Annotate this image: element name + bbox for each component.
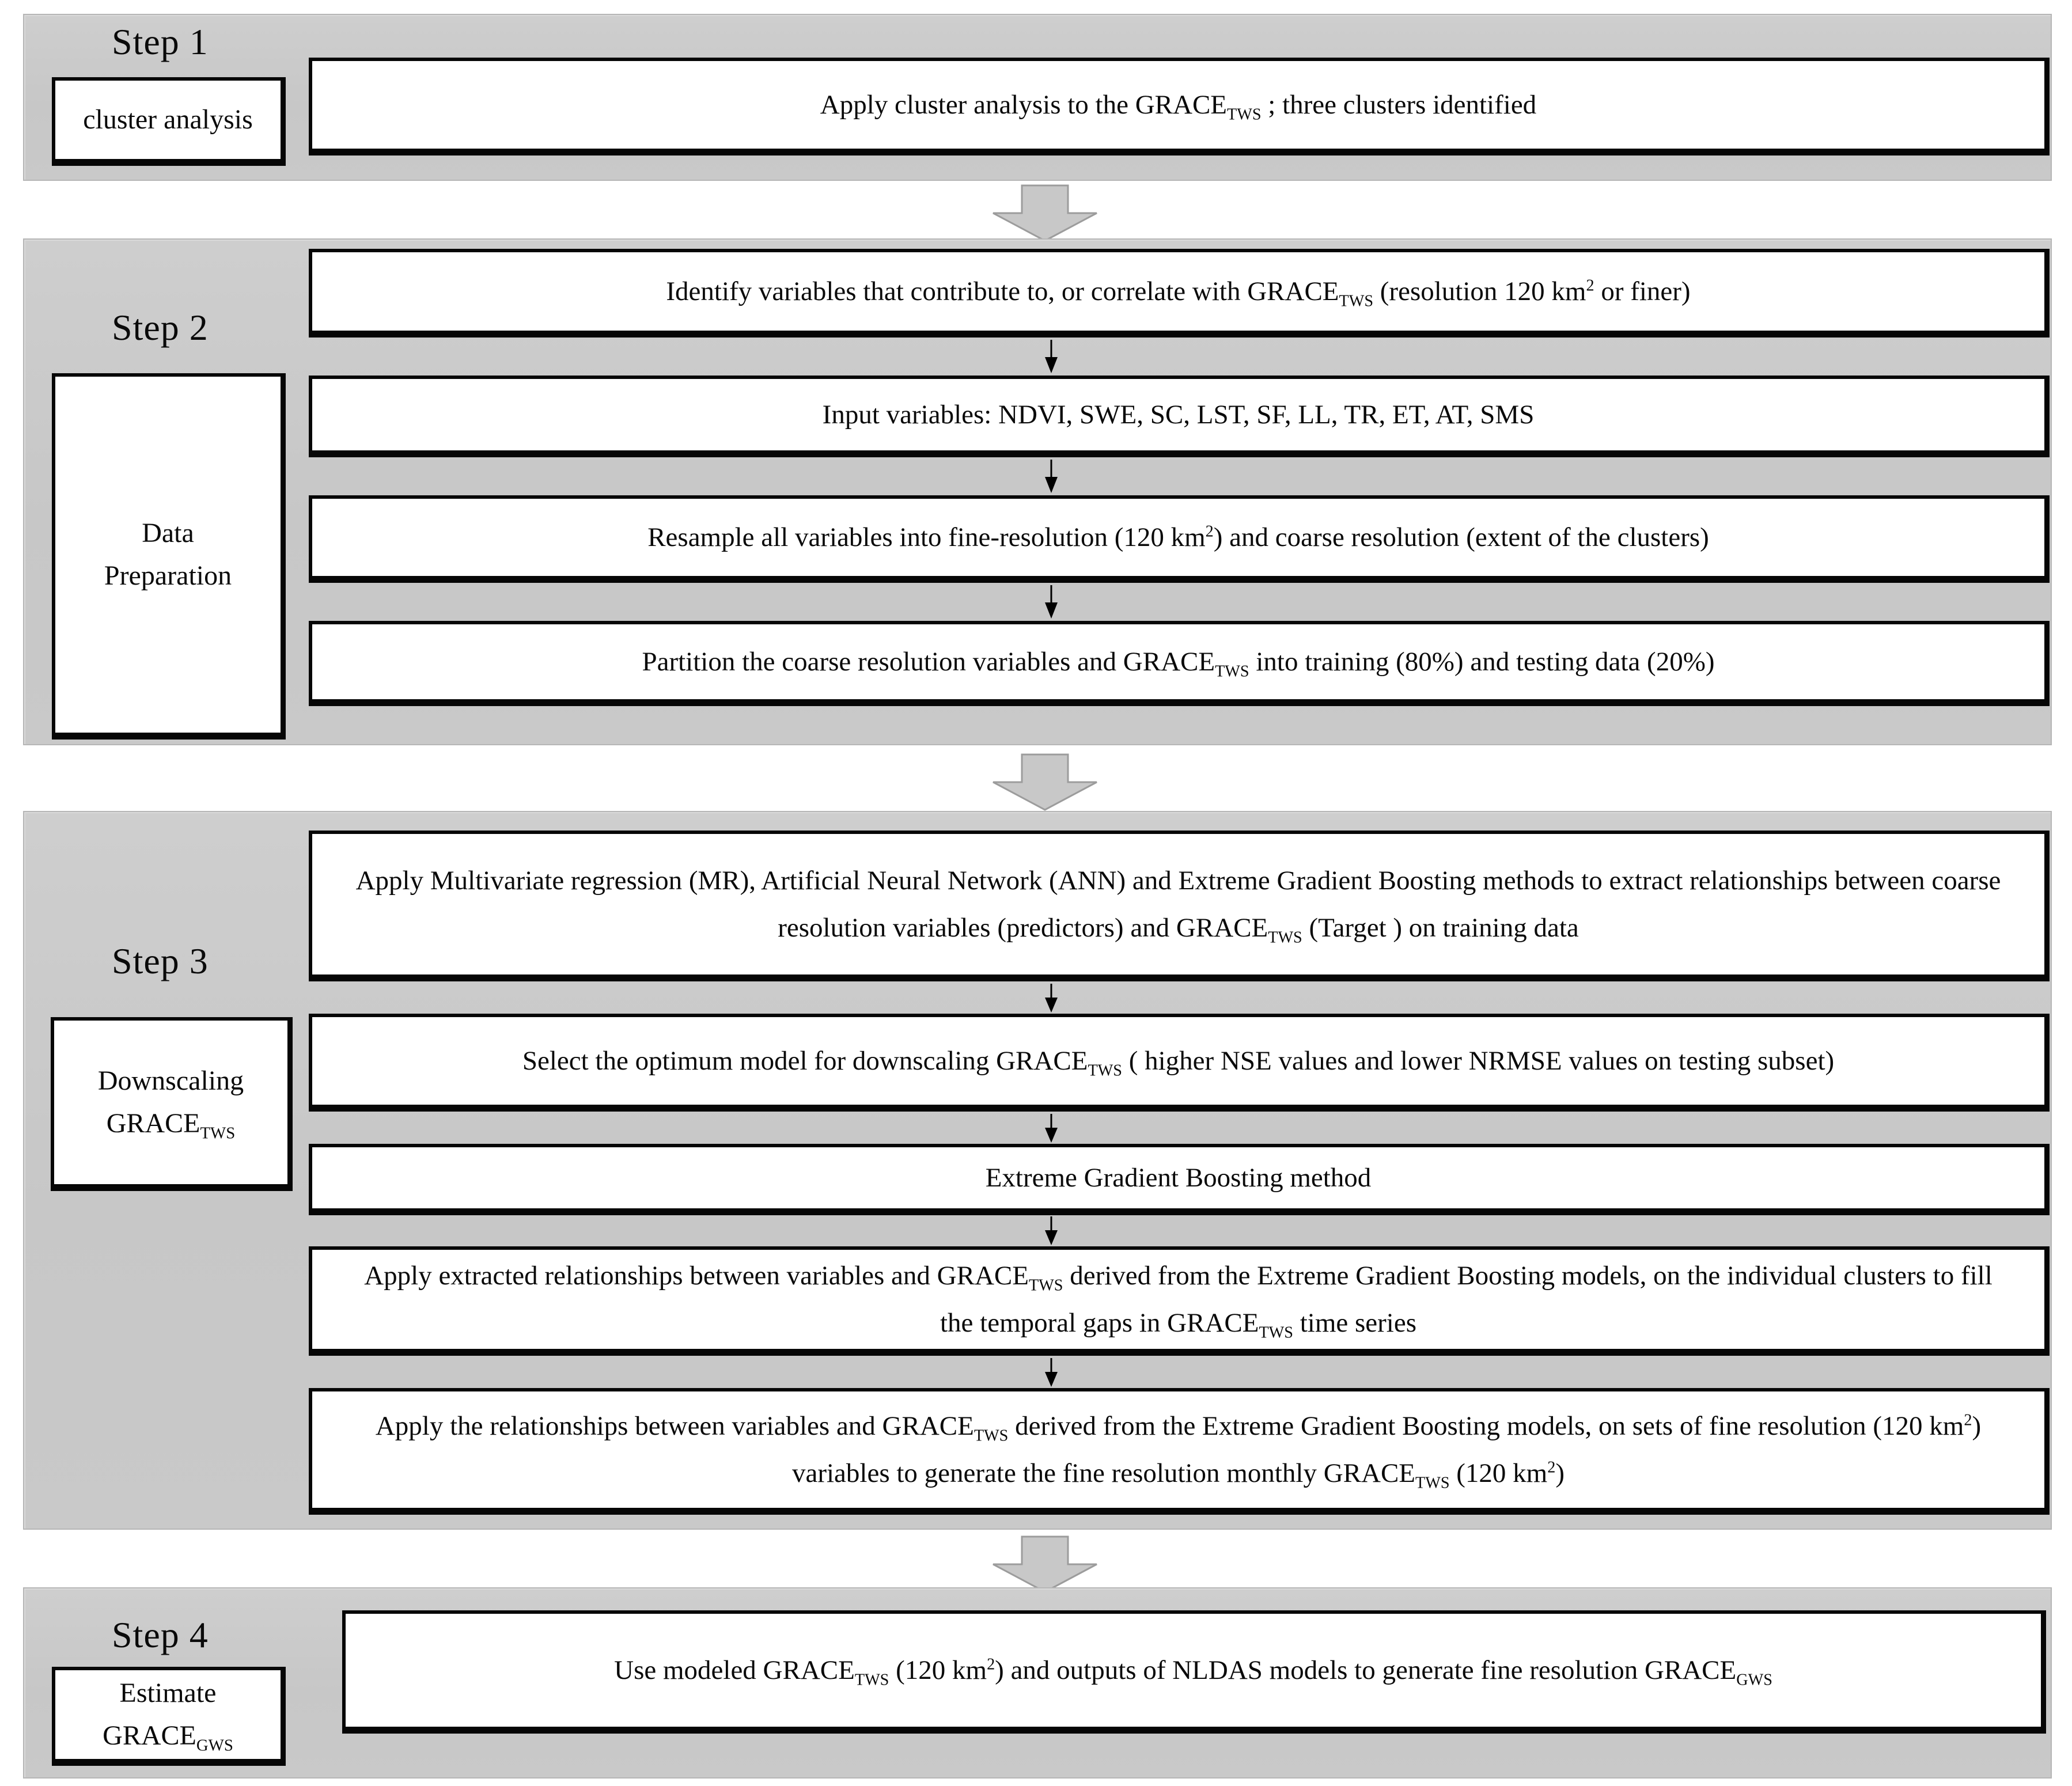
down-arrow-icon: [1043, 1358, 1060, 1387]
step-2-content-box-1: [309, 249, 2050, 338]
step-1-side-label: cluster analysis: [83, 104, 253, 135]
step-3-content-box-2: [309, 1014, 2050, 1112]
down-arrow-icon: [1043, 1216, 1060, 1245]
step-2-content-box-4: [309, 621, 2050, 706]
step-1-box-1-text: Apply cluster analysis to the $GRACE_{TWS}$ ; three clusters identified: [820, 89, 1537, 124]
section-connector-arrow-icon: [992, 753, 1098, 811]
step-2-content-box-2: [309, 376, 2050, 457]
step-3-title: Step 3: [112, 941, 209, 981]
step-3-box-2-text: Select the optimum model for downscaling $GRACE_{TWS}$ ( higher NSE values and lower NRMSE values on testing subset): [522, 1045, 1835, 1080]
step-3-content-box-4: [309, 1246, 2050, 1356]
step-4-box-1-text: Use modeled $GRACE_{TWS}$ (120 $km^2$) and outputs of NLDAS models to generate fine resolution $GRACE_{GWS}$: [614, 1655, 1772, 1689]
step-1-content-box-1: [309, 58, 2050, 156]
down-arrow-icon: [1043, 984, 1060, 1013]
down-arrow-icon: [1043, 585, 1060, 619]
step-3-box-3-text: Extreme Gradient Boosting method: [985, 1162, 1372, 1193]
step-2-title: Step 2: [112, 307, 209, 348]
step-3-box-1-text: Apply Multivariate regression (MR), Artificial Neural Network (ANN) and Extreme Gradient Boosting methods to extract relationships between coarse resolution variables (predictors) and $GRACE_{TWS}$ (Target ) on training data: [355, 865, 2001, 947]
section-connector-arrow-icon: [992, 1535, 1098, 1593]
step-4-side-label: Estimate $GRACE_{GWS}$: [103, 1677, 233, 1755]
step-2-side-label: Data Preparation: [104, 517, 232, 591]
step-4-title: Step 4: [112, 1614, 209, 1655]
step-3-side-box: [51, 1017, 293, 1191]
down-arrow-icon: [1043, 340, 1060, 373]
section-step-3: [23, 811, 2052, 1530]
step-1-title: Step 1: [112, 21, 209, 62]
section-step-4: [23, 1587, 2052, 1779]
step-3-side-label: Downscaling $GRACE_{TWS}$: [97, 1065, 244, 1143]
section-step-2: [23, 238, 2052, 745]
step-4-side-box: [52, 1667, 286, 1766]
section-step-1: [23, 14, 2052, 181]
step-2-box-3-text: Resample all variables into fine-resolution (120 $km^2$) and coarse resolution (extent of the clusters): [647, 522, 1709, 552]
step-3-box-4-text: Apply extracted relationships between variables and $GRACE_{TWS}$ derived from the Extreme Gradient Boosting models, on the individual clusters to fill the temporal gaps in $GRACE_{TWS}$ time series: [364, 1260, 1993, 1342]
step-3-content-box-1: [309, 831, 2050, 981]
step-3-box-5-text: Apply the relationships between variables and $GRACE_{TWS}$ derived from the Extreme Gradient Boosting models, on sets of fine resolution (120 $km^2$) variables to generate the fine resolution monthly $GRACE_{TWS}$ (120 $km^2$): [375, 1410, 1982, 1492]
step-3-content-box-3: [309, 1144, 2050, 1215]
step-2-box-2-text: Input variables: NDVI, SWE, SC, LST, SF, LL, TR, ET, AT, SMS: [822, 399, 1535, 430]
step-2-box-4-text: Partition the coarse resolution variables and $GRACE_{TWS}$ into training (80%) and testing data (20%): [642, 646, 1715, 681]
down-arrow-icon: [1043, 460, 1060, 493]
step-2-side-box: [52, 373, 286, 740]
down-arrow-icon: [1043, 1114, 1060, 1143]
step-1-side-box: [52, 77, 286, 166]
step-3-content-box-5: [309, 1388, 2050, 1515]
step-2-content-box-3: [309, 495, 2050, 583]
section-connector-arrow-icon: [992, 184, 1098, 242]
step-4-content-box-1: [342, 1610, 2046, 1734]
step-2-box-1-text: Identify variables that contribute to, or correlate with $GRACE_{TWS}$ (resolution 120 $km^2$ or finer): [666, 276, 1691, 310]
